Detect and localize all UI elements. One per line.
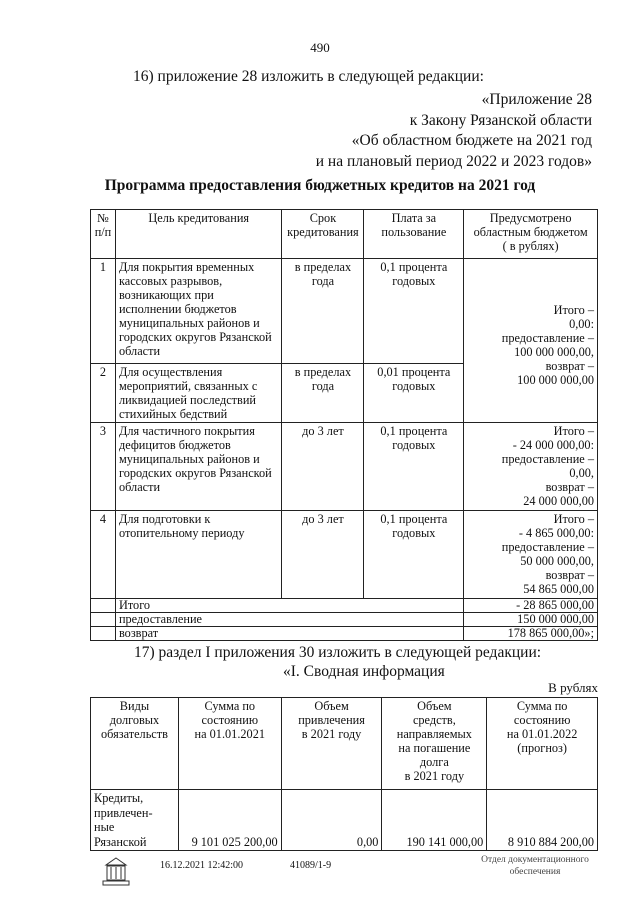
paragraph-16: 16) приложение 28 изложить в следующей редакции: bbox=[133, 68, 484, 85]
program-title: Программа предоставления бюджетных кредитов на 2021 год bbox=[104, 177, 536, 194]
table-header-row bbox=[91, 698, 598, 790]
footer-datetime: 16.12.2021 12:42:00 bbox=[160, 860, 244, 871]
credit-program-table bbox=[90, 209, 598, 641]
stamp-line: обеспечения bbox=[509, 867, 561, 877]
col-header-term: Срок кредитования bbox=[282, 210, 364, 259]
table-header-row bbox=[91, 210, 598, 259]
col-header-amount: Предусмотрено областным бюджетом ( в рублях) bbox=[464, 210, 598, 259]
col-header-attraction: Объем привлечения в 2021 году bbox=[281, 698, 382, 790]
row-fee: 0,1 процента годовых bbox=[364, 423, 464, 511]
repayment-volume: 190 141 000,00 bbox=[382, 790, 487, 851]
table-row bbox=[91, 423, 598, 511]
sum-2021: 9 101 025 200,00 bbox=[178, 790, 281, 851]
col-header-goal: Цель кредитования bbox=[115, 210, 282, 259]
page-number: 490 bbox=[310, 40, 330, 55]
row-amount-merged: Итого – 0,00: предоставление – 100 000 000,00, возврат – 100 000 000,00 bbox=[464, 259, 598, 423]
table-row bbox=[91, 511, 598, 599]
col-header-sum-2021: Сумма по состоянию на 01.01.2021 bbox=[178, 698, 281, 790]
appendix-line: к Закону Рязанской области bbox=[409, 111, 592, 129]
summary-value-total: - 28 865 000,00 bbox=[464, 599, 598, 613]
row-term: до 3 лет bbox=[282, 511, 364, 599]
appendix-line: «Приложение 28 bbox=[481, 91, 592, 108]
department-stamp bbox=[455, 854, 615, 878]
row-amount: Итого – - 24 000 000,00: предоставление – 0,00, возврат – 24 000 000,00 bbox=[464, 423, 598, 511]
paragraph-17: 17) раздел I приложения 30 изложить в следующей редакции: bbox=[134, 644, 542, 661]
table-row bbox=[91, 790, 598, 851]
table-row bbox=[91, 259, 598, 364]
units-label: В рублях bbox=[548, 680, 598, 695]
summary-label-total: Итого bbox=[115, 599, 463, 613]
summary-label-provision: предоставление bbox=[115, 613, 463, 627]
col-header-num: № п/п bbox=[91, 210, 116, 259]
appendix-line: и на плановый период 2022 и 2023 годов» bbox=[315, 152, 592, 170]
row-goal: Для подготовки к отопительному периоду bbox=[115, 511, 282, 599]
summary-blank bbox=[91, 613, 116, 627]
row-goal: Для покрытия временных кассовых разрывов, возникающих при исполнении бюджетов муниципальных районов и городских округов Рязанской области bbox=[115, 259, 282, 364]
summary-label-return: возврат bbox=[115, 627, 463, 641]
row-number: 1 bbox=[91, 259, 116, 364]
row-number: 4 bbox=[91, 511, 116, 599]
row-goal: Для осуществления мероприятий, связанных с ликвидацией последствий стихийных бедствий bbox=[115, 364, 282, 423]
summary-blank bbox=[91, 627, 116, 641]
summary-blank bbox=[91, 599, 116, 613]
summary-value-return: 178 865 000,00»; bbox=[464, 627, 598, 641]
summary-row-provision bbox=[91, 613, 598, 627]
appendix-header bbox=[316, 90, 592, 172]
summary-row-total bbox=[91, 599, 598, 613]
row-fee: 0,1 процента годовых bbox=[364, 259, 464, 364]
row-amount: Итого – - 4 865 000,00: предоставление – 50 000 000,00, возврат – 54 865 000,00 bbox=[464, 511, 598, 599]
col-header-repayment: Объем средств, направляемых на погашение долга в 2021 году bbox=[382, 698, 487, 790]
row-fee: 0,01 процента годовых bbox=[364, 364, 464, 423]
sum-2022: 8 910 884 200,00 bbox=[487, 790, 598, 851]
col-header-debt-type: Виды долговых обязательств bbox=[91, 698, 179, 790]
col-header-fee: Плата за пользование bbox=[364, 210, 464, 259]
row-fee: 0,1 процента годовых bbox=[364, 511, 464, 599]
summary-value-provision: 150 000 000,00 bbox=[464, 613, 598, 627]
duma-building-logo-icon bbox=[100, 856, 132, 890]
stamp-line: Отдел документационного bbox=[481, 855, 589, 865]
footer-doc-number: 41089/1-9 bbox=[290, 860, 332, 871]
row-term: в пределах года bbox=[282, 259, 364, 364]
section-title: «I. Сводная информация bbox=[283, 663, 445, 680]
appendix-line: «Об областном бюджете на 2021 год bbox=[351, 132, 592, 149]
row-term: в пределах года bbox=[282, 364, 364, 423]
row-number: 2 bbox=[91, 364, 116, 423]
summary-row-return bbox=[91, 627, 598, 641]
col-header-sum-2022: Сумма по состоянию на 01.01.2022 (прогноз) bbox=[487, 698, 598, 790]
debt-summary-table bbox=[90, 697, 598, 851]
row-goal: Для частичного покрытия дефицитов бюджетов муниципальных районов и городских округов Рязанской области bbox=[115, 423, 282, 511]
attraction-volume: 0,00 bbox=[281, 790, 382, 851]
row-number: 3 bbox=[91, 423, 116, 511]
row-term: до 3 лет bbox=[282, 423, 364, 511]
debt-type: Кредиты, привлечен- ные Рязанской bbox=[91, 790, 179, 851]
